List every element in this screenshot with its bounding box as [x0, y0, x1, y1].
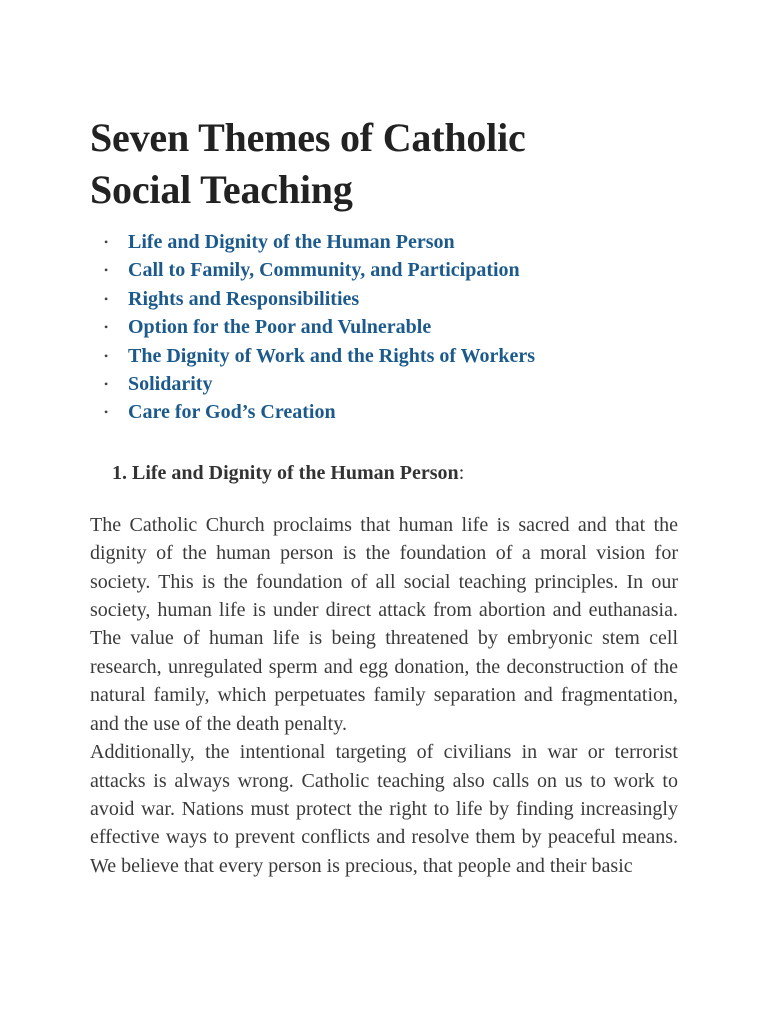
- document-page: [90, 112, 678, 880]
- list-item: [90, 313, 678, 341]
- page-title: [90, 112, 678, 216]
- bullet-icon: •: [104, 405, 109, 420]
- list-item: [90, 285, 678, 313]
- paragraph: The Catholic Church proclaims that human life is sacred and that the dignity of the human person is the foundation of a moral vision for society. This is the foundation of all social teaching principles. In our society, human life is under direct attack from abortion and euthanasia. The value of human life is being threatened by embryonic stem cell research, unregulated sperm and egg donation, the deconstruction of the natural family, which perpetuates family separation and fragmentation, and the use of the death penalty.: [90, 513, 678, 735]
- section-colon: :: [458, 461, 465, 484]
- body-text: [90, 511, 678, 880]
- bullet-icon: •: [104, 320, 109, 335]
- list-item: [90, 342, 678, 370]
- list-item: [90, 228, 678, 256]
- list-item: [90, 398, 678, 426]
- bullet-icon: •: [104, 377, 109, 392]
- theme-link-dignity-of-work[interactable]: The Dignity of Work and the Rights of Workers: [128, 344, 536, 367]
- section-title: Life and Dignity of the Human Person: [132, 461, 459, 484]
- title-line-2: Social Teaching: [90, 167, 353, 212]
- section-number: 1.: [112, 461, 127, 484]
- theme-link-solidarity[interactable]: Solidarity: [128, 373, 213, 396]
- themes-list: [90, 228, 678, 427]
- bullet-icon: •: [104, 348, 109, 363]
- bullet-icon: •: [104, 235, 109, 249]
- theme-link-family-community[interactable]: Call to Family, Community, and Participation: [128, 259, 520, 282]
- list-item: [90, 370, 678, 398]
- theme-link-life-dignity[interactable]: Life and Dignity of the Human Person: [128, 231, 455, 253]
- section-heading: [90, 459, 678, 487]
- title-line-1: Seven Themes of Catholic: [90, 115, 526, 160]
- theme-link-option-for-poor[interactable]: Option for the Poor and Vulnerable: [128, 316, 432, 339]
- theme-link-care-for-creation[interactable]: Care for God’s Creation: [128, 401, 336, 424]
- theme-link-rights-responsibilities[interactable]: Rights and Responsibilities: [128, 287, 360, 310]
- paragraph: Additionally, the intentional targeting of civilians in war or terrorist attacks is always wrong. Catholic teaching also calls on us to work to avoid war. Nations must protect the right to life by finding increasingly effective ways to prevent conflicts and resolve them by peaceful means. We believe that every person is precious, that people and their basic: [90, 741, 678, 877]
- bullet-icon: •: [104, 263, 109, 278]
- list-item: [90, 256, 678, 284]
- bullet-icon: •: [104, 291, 109, 306]
